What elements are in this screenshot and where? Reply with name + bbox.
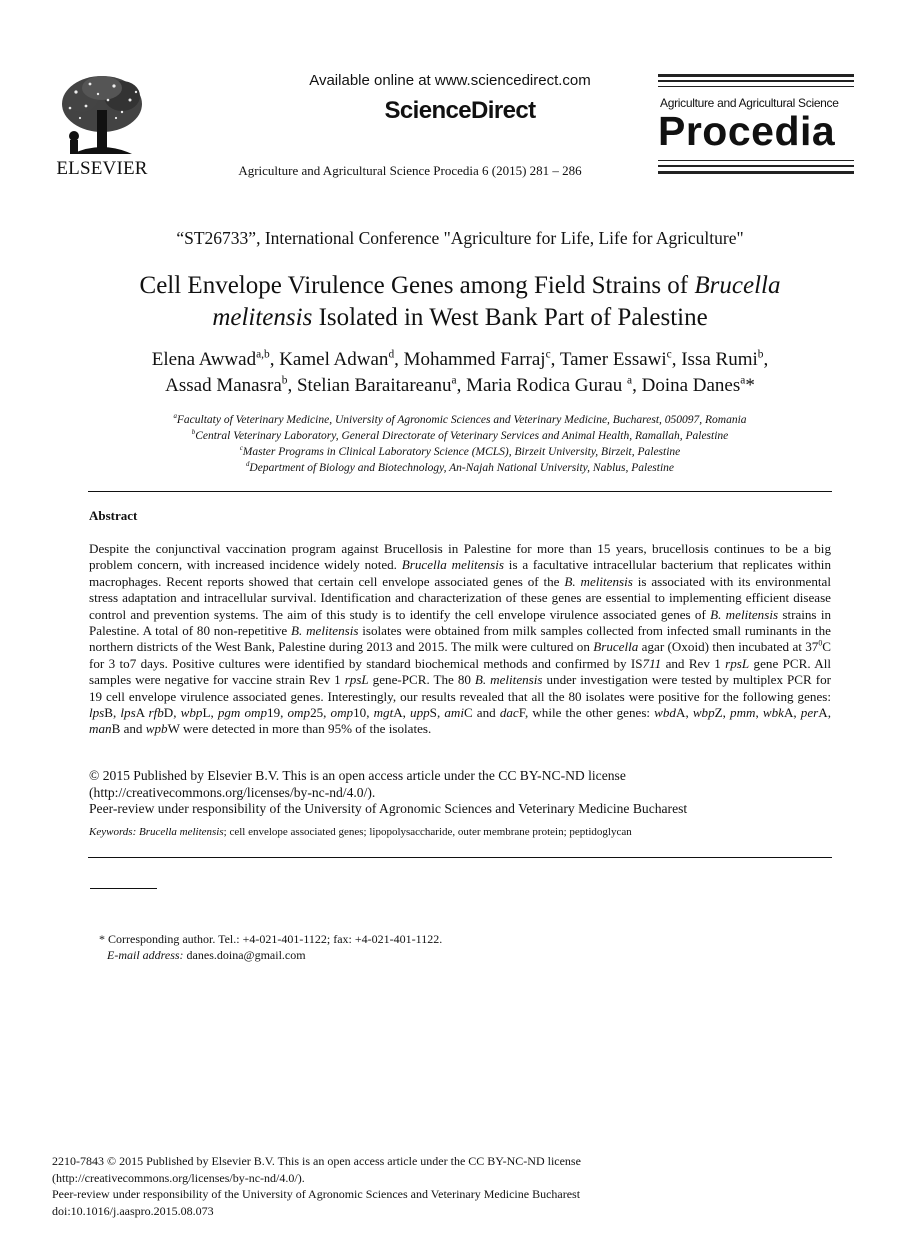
procedia-rule-top3 bbox=[658, 86, 854, 87]
procedia-rule-bottom2 bbox=[658, 165, 854, 167]
abstract-italic-run: mgt bbox=[373, 705, 394, 721]
abstract-text-run: gene-PCR. The 80 bbox=[368, 672, 475, 688]
abstract-text-run: C for 3 to7 days. Positive cultures were identified by standard biochemical methods and confirmed by IS bbox=[89, 639, 831, 671]
abstract-italic-run: lps bbox=[120, 705, 136, 721]
author-list bbox=[90, 347, 830, 399]
author-name: Kamel Adwan bbox=[279, 349, 389, 370]
author-affil-sup: b bbox=[757, 348, 764, 361]
affiliation-sup: c bbox=[239, 445, 243, 453]
author-name: Stelian Baraitareanu bbox=[296, 375, 452, 396]
affiliation-text: Master Programs in Clinical Laboratory Science (MCLS), Birzeit University, Birzeit, Palestine bbox=[242, 446, 681, 458]
abstract-text-run: 19, bbox=[267, 705, 288, 721]
affiliation-text: Department of Biology and Biotechnology, An-Najah National University, Nablus, Palestine bbox=[249, 462, 675, 474]
abstract-italic-run: pmm bbox=[730, 705, 756, 721]
author-name: Doina Danes bbox=[641, 375, 741, 396]
procedia-subtitle: Agriculture and Agricultural Science bbox=[660, 96, 839, 110]
title-italic-species: melitensis bbox=[212, 304, 313, 331]
corresponding-author bbox=[99, 931, 442, 963]
abstract-italic-run: B. melitensis bbox=[564, 573, 633, 589]
affiliation-sup: a bbox=[173, 413, 177, 421]
author-sep: , bbox=[394, 349, 404, 370]
email-label: E-mail address: bbox=[107, 948, 184, 962]
abstract-text-run: C and bbox=[463, 705, 500, 721]
procedia-rule-bottom3 bbox=[658, 171, 854, 174]
footer-url-line bbox=[52, 1170, 852, 1187]
email-address[interactable]: danes.doina@gmail.com bbox=[183, 948, 306, 962]
abstract-italic-run: wbd bbox=[654, 705, 676, 721]
abstract-italic-run: wbk bbox=[762, 705, 784, 721]
divider-bottom bbox=[88, 857, 832, 858]
abstract-text-run: and Rev 1 bbox=[661, 655, 726, 671]
abstract-italic-run: rfb bbox=[148, 705, 164, 721]
affiliation-sup: d bbox=[245, 461, 250, 469]
sciencedirect-logo[interactable]: ScienceDirect bbox=[384, 97, 536, 124]
title-part1: Cell Envelope Virulence Genes among Field Strains of bbox=[139, 272, 695, 299]
abstract-text-run: under investigation were tested by multiplex PCR for 19 cell envelope virulence associated genes. Interestingly, our results revealed that all the 80 isolates were positive for the following genes: bbox=[89, 672, 831, 704]
abstract-text-run: gene PCR. All samples were negative for vaccine strain Rev 1 bbox=[89, 655, 831, 688]
conference-name: “ST26733”, International Conference "Agriculture for Life, Life for Agriculture" bbox=[176, 228, 744, 248]
abstract-italic-run: ami bbox=[444, 705, 464, 721]
elsevier-logo bbox=[52, 70, 152, 180]
abstract-italic-run: wbp bbox=[180, 705, 203, 721]
footer-license-link[interactable]: http://creativecommons.org/licenses/by-nc-nd/4.0/ bbox=[56, 1170, 298, 1185]
paren-close: ). bbox=[367, 784, 376, 800]
author-name: Issa Rumi bbox=[681, 349, 758, 370]
author-sep: * bbox=[745, 375, 755, 396]
abstract-text-run: A, bbox=[675, 705, 693, 721]
abstract-text-run: A, bbox=[783, 705, 801, 721]
title-part2: Isolated in West Bank Part of Palestine bbox=[312, 304, 708, 331]
procedia-rule-top2 bbox=[658, 80, 854, 82]
author-affil-sup: a,b bbox=[256, 348, 270, 361]
abstract-text-run: A, bbox=[818, 705, 831, 721]
author-affil-sup: a bbox=[740, 374, 746, 387]
affiliation-text: Facultaty of Veterinary Medicine, University of Agronomic Sciences and Veterinary Medicine, Bucharest, 050097, Romania bbox=[176, 414, 747, 426]
procedia-logo bbox=[658, 72, 854, 178]
author-affil-sup: d bbox=[388, 348, 395, 361]
abstract-text-run: B and bbox=[111, 721, 146, 737]
abstract-italic-run: wbp bbox=[692, 705, 715, 721]
footer-doi[interactable]: doi:10.1016/j.aaspro.2015.08.073 bbox=[52, 1203, 214, 1218]
title-italic-genus: Brucella bbox=[694, 272, 781, 299]
abstract-italic-run: man bbox=[89, 721, 112, 737]
abstract-text-run: is a facultative intracellular bacterium that replicates within macrophages. Recent reports showed that certain cell envelope associated genes of the bbox=[89, 557, 831, 589]
license-block bbox=[89, 768, 831, 818]
abstract-superscript: 0 bbox=[818, 639, 823, 649]
author-affil-sup: c bbox=[545, 348, 551, 361]
elsevier-wordmark: ELSEVIER bbox=[56, 158, 148, 179]
author-name: Mohammed Farraj bbox=[403, 349, 546, 370]
peer-review-text: Peer-review under responsibility of the University of Agronomic Sciences and Veterinary Medicine Bucharest bbox=[89, 801, 688, 817]
author-affil-sup: a bbox=[627, 374, 633, 387]
abstract-text-run: Z, bbox=[714, 705, 731, 721]
affiliation-line bbox=[90, 460, 830, 476]
author-affil-sup: c bbox=[666, 348, 672, 361]
author-affil-sup: a bbox=[451, 374, 457, 387]
keywords-italic: Brucella melitensis bbox=[139, 826, 224, 838]
abstract-italic-run: Brucella melitensis bbox=[401, 557, 505, 573]
abstract-italic-run: upp bbox=[410, 705, 430, 721]
abstract-text-run: B, bbox=[104, 705, 121, 721]
affiliation-line bbox=[90, 412, 830, 428]
footnote-rule bbox=[90, 888, 157, 889]
keywords bbox=[89, 826, 831, 838]
affiliation-sup: b bbox=[191, 429, 196, 437]
paper-title bbox=[80, 270, 840, 334]
abstract-italic-run: 711 bbox=[642, 655, 662, 671]
footer-license: 2210-7843 © 2015 Published by Elsevier B.V. This is an open access article under the CC BY-NC-ND license bbox=[52, 1154, 581, 1168]
paren-open: ( bbox=[89, 784, 94, 800]
affiliation-line bbox=[90, 444, 830, 460]
abstract-text-run: strains in Palestine. A total of 80 non-repetitive bbox=[89, 606, 832, 639]
abstract-italic-run: rpsL bbox=[344, 672, 369, 688]
author-sep: , bbox=[671, 349, 682, 370]
abstract-italic-run: B. melitensis bbox=[291, 623, 359, 639]
abstract-text-run: isolates were obtained from milk samples collected from infected small ruminants in the northern districts of the West Bank, Palestine during 2013 and 2015. The milk were cultured on bbox=[89, 623, 831, 655]
author-sep: , bbox=[456, 375, 467, 396]
procedia-wordmark: Procedia bbox=[658, 108, 836, 154]
abstract-text-run: is associated with its environmental stress adaptation and intracellular survival. Identification and characterization of these genes are essential to implementing efficient disease control and prevention systems. The aim of this study is to identify the cell envelope virulence associated genes of bbox=[89, 573, 832, 622]
divider-top bbox=[88, 491, 832, 492]
author-affil-sup: b bbox=[281, 374, 288, 387]
abstract-italic-run: dac bbox=[499, 705, 519, 721]
affiliation-line bbox=[90, 428, 830, 444]
abstract-text-run: S, bbox=[429, 705, 445, 721]
keywords-rest: ; cell envelope associated genes; lipopolysaccharide, outer membrane protein; peptidoglycan bbox=[223, 826, 632, 838]
paren-close: ). bbox=[297, 1170, 305, 1185]
abstract-italic-run: Brucella bbox=[593, 639, 639, 655]
abstract-italic-run: omp bbox=[330, 705, 354, 721]
abstract-italic-run: B. melitensis bbox=[710, 606, 779, 622]
author-name: Maria Rodica Gurau bbox=[466, 375, 628, 396]
corresponding-contact: * Corresponding author. Tel.: +4-021-401-1122; fax: +4-021-401-1122. bbox=[99, 932, 443, 946]
author-name: Elena Awwad bbox=[151, 349, 257, 370]
abstract-heading: Abstract bbox=[89, 508, 138, 523]
paren-open: ( bbox=[52, 1170, 56, 1185]
abstract-text-run: W were detected in more than 95% of the isolates. bbox=[167, 721, 432, 737]
abstract-body bbox=[89, 541, 831, 738]
abstract-text-run: L, bbox=[202, 705, 218, 721]
author-sep: , bbox=[269, 349, 280, 370]
abstract-italic-run: pgm omp bbox=[217, 705, 268, 721]
abstract-text-run: Despite the conjunctival vaccination program against Brucellosis in Palestine for more than 15 years, brucellosis continues to be a big problem concern, with increased incidence widely noted. bbox=[89, 541, 831, 573]
abstract-text-run: 10, bbox=[353, 705, 374, 721]
abstract-text-run: A, bbox=[393, 705, 411, 721]
abstract-text-run: A bbox=[135, 705, 149, 721]
affiliations bbox=[90, 412, 830, 476]
author-sep: , bbox=[287, 375, 297, 396]
abstract-text-run: 25, bbox=[310, 705, 331, 721]
author-name: Assad Manasra bbox=[165, 375, 282, 396]
procedia-rule-bottom bbox=[658, 160, 854, 161]
license-url-line bbox=[89, 785, 831, 802]
journal-citation: Agriculture and Agricultural Science Procedia 6 (2015) 281 – 286 bbox=[238, 163, 582, 178]
abstract-text-run: agar (Oxoid) then incubated at 37 bbox=[638, 639, 819, 655]
corresponding-email-line bbox=[99, 947, 442, 963]
abstract-text-run: D, bbox=[163, 705, 181, 721]
keywords-label: Keywords: bbox=[89, 826, 140, 838]
abstract-text-run: , bbox=[755, 705, 763, 721]
abstract-text-run: F, while the other genes: bbox=[518, 705, 655, 721]
license-text: © 2015 Published by Elsevier B.V. This is an open access article under the CC BY-NC-ND license bbox=[89, 768, 626, 783]
author-sep: , bbox=[550, 349, 560, 370]
abstract-italic-run: wpb bbox=[145, 721, 168, 737]
author-sep: , bbox=[763, 349, 769, 370]
abstract-italic-run: rpsL bbox=[725, 655, 750, 671]
elsevier-tree-icon bbox=[52, 70, 152, 158]
affiliation-text: Central Veterinary Laboratory, General Directorate of Veterinary Services and Animal Health, Ramallah, Palestine bbox=[195, 430, 729, 442]
author-sep: , bbox=[632, 375, 642, 396]
abstract-italic-run: B. melitensis bbox=[474, 672, 543, 688]
license-link[interactable]: http://creativecommons.org/licenses/by-nc-nd/4.0/ bbox=[93, 784, 368, 800]
page-footer bbox=[52, 1153, 852, 1219]
author-name: Tamer Essawi bbox=[559, 349, 667, 370]
available-online-text[interactable]: Available online at www.sciencedirect.com bbox=[309, 72, 591, 89]
footer-peer-review: Peer-review under responsibility of the University of Agronomic Sciences and Veterinary Medicine Bucharest bbox=[52, 1187, 581, 1202]
abstract-italic-run: lps bbox=[89, 705, 105, 721]
abstract-italic-run: per bbox=[800, 705, 819, 721]
procedia-rule-top bbox=[658, 74, 854, 77]
abstract-italic-run: omp bbox=[287, 705, 311, 721]
